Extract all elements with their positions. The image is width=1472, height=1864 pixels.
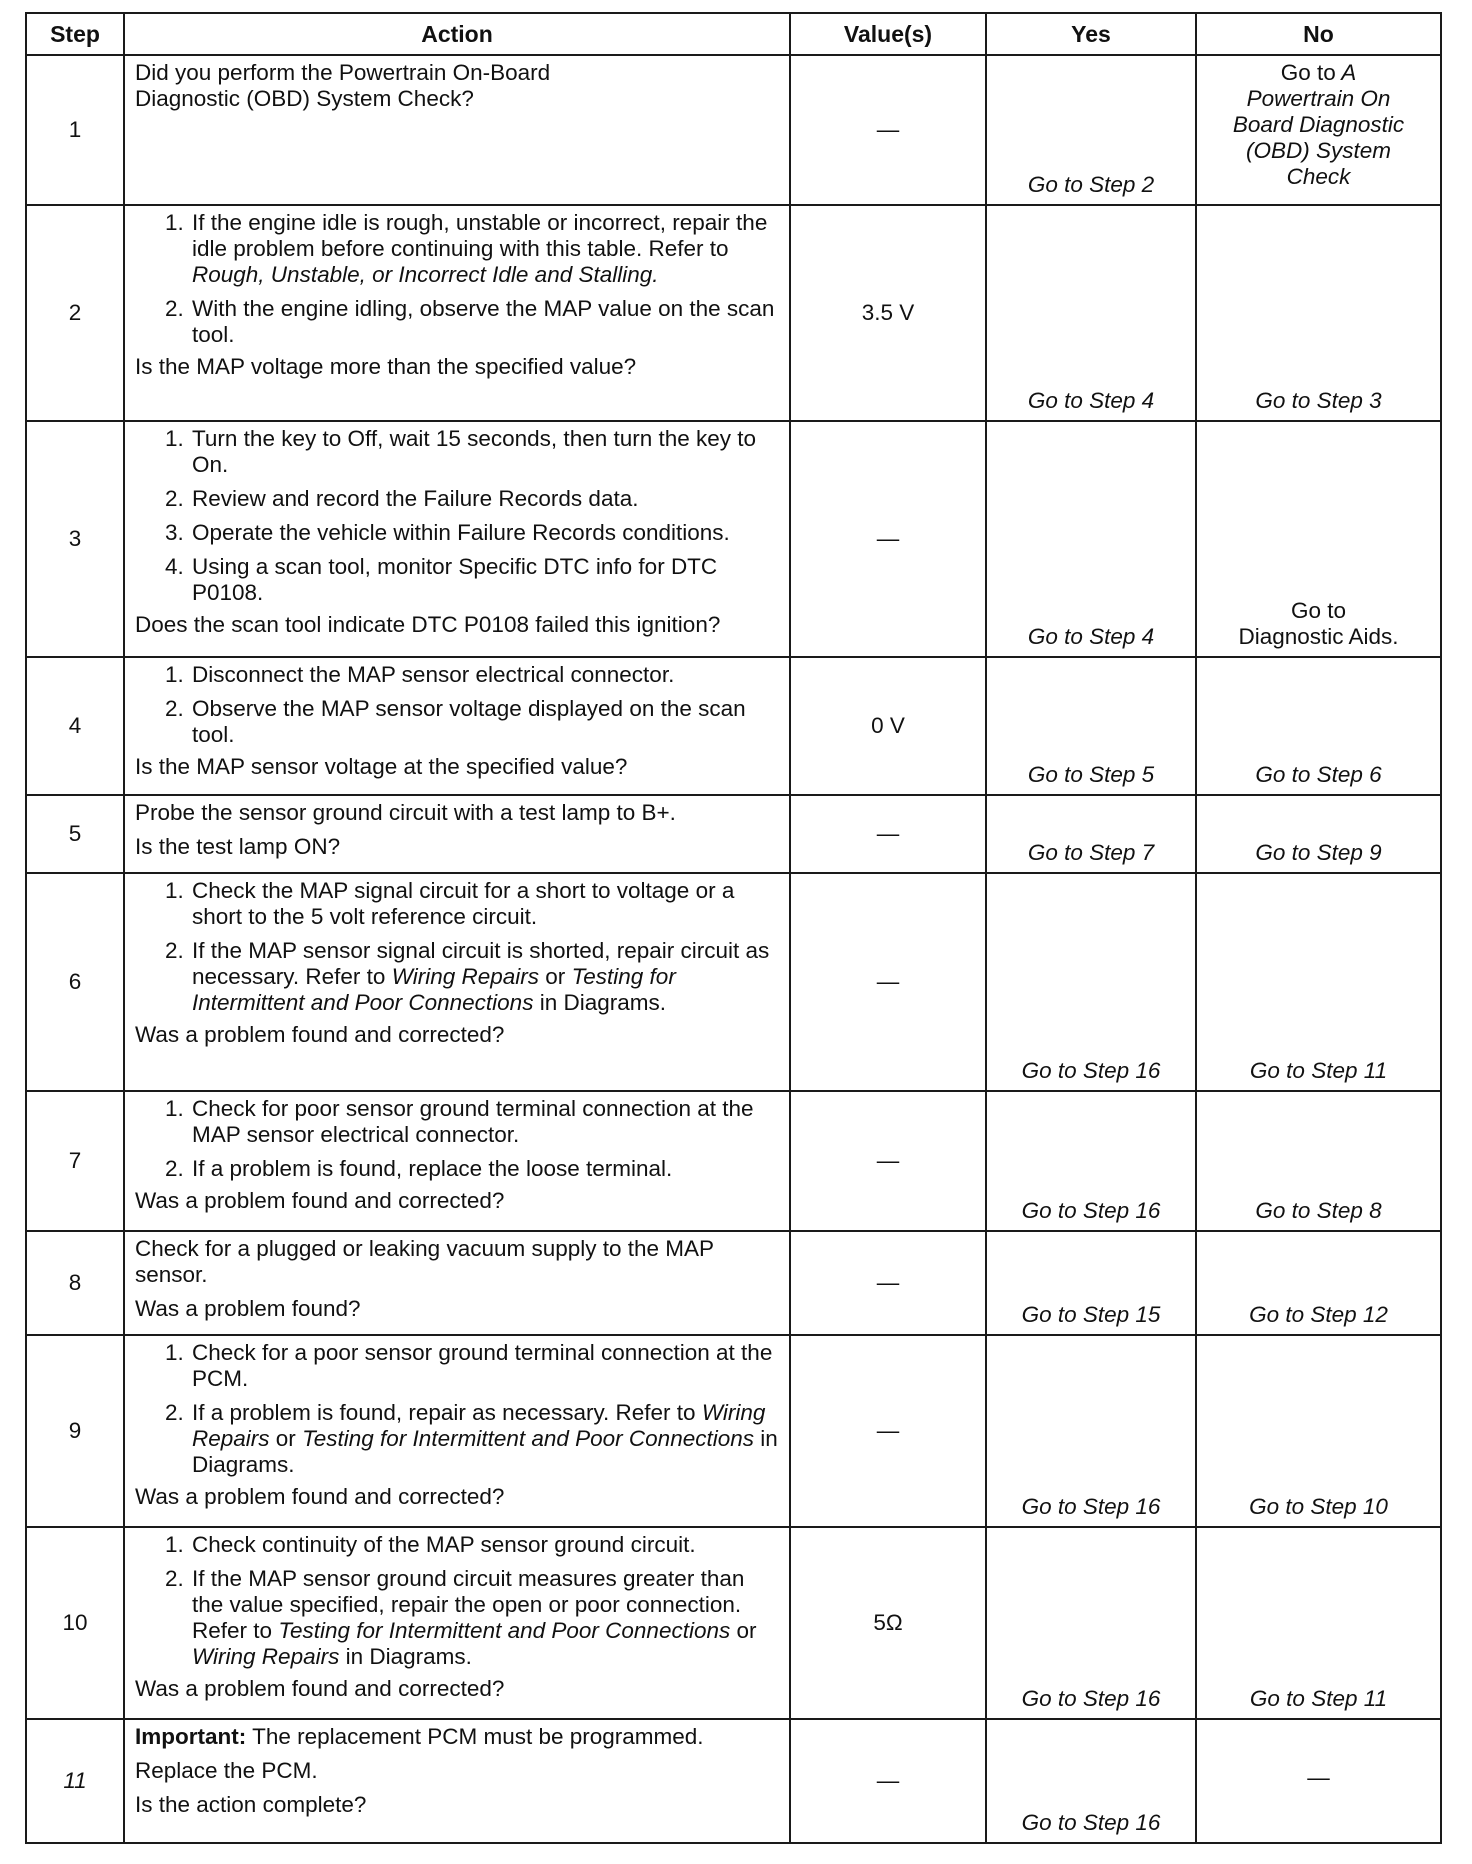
yes-cell: Go to Step 2 (986, 55, 1196, 205)
step-number: 5 (26, 795, 124, 873)
connector-text: in (345, 1644, 364, 1669)
connector-text: or (545, 964, 566, 989)
instruction-text: If the MAP sensor ground circuit measures greater than the value specified, repair the open or poor connection. Refer to (192, 1566, 745, 1643)
yes-cell: Go to Step 7 (986, 795, 1196, 873)
yes-cell: Go to Step 4 (986, 421, 1196, 657)
action-steps (135, 1340, 781, 1478)
value-cell: — (790, 1719, 986, 1843)
question-text: Does the scan tool indicate DTC P0108 failed this ignition? (135, 612, 721, 637)
list-item: 2. With the engine idling, observe the MAP value on the scan tool. (190, 296, 781, 348)
list-item: 2. If a problem is found, replace the loose terminal. (190, 1156, 781, 1182)
instruction-text: If the engine idle is rough, unstable or incorrect, repair the idle problem before continuing with this table. Refer to (192, 210, 768, 261)
header-step: Step (26, 13, 124, 55)
table-row (26, 55, 1441, 205)
step-number: 6 (26, 873, 124, 1091)
action-text: Did you perform the Powertrain On-Board Diagnostic (OBD) System Check? (135, 60, 551, 111)
step-number: 2 (26, 205, 124, 421)
yes-cell: Go to Step 4 (986, 205, 1196, 421)
list-item: 1. Disconnect the MAP sensor electrical connector. (190, 662, 781, 688)
reference-link: Testing for Intermittent and Poor Connections (192, 964, 676, 1015)
table-row (26, 205, 1441, 421)
no-link-a: A (1341, 60, 1357, 85)
action-cell (124, 795, 790, 873)
step-number: 1 (26, 55, 124, 205)
connector-text: or (275, 1426, 296, 1451)
no-link-b: Powertrain On Board Diagnostic (OBD) System Check (1232, 86, 1405, 189)
header-yes: Yes (986, 13, 1196, 55)
list-item: 4. Using a scan tool, monitor Specific DTC info for DTC P0108. (190, 554, 781, 606)
value-cell: 0 V (790, 657, 986, 795)
reference-link: Testing for Intermittent and Poor Connections (302, 1426, 755, 1451)
step-number: 11 (26, 1719, 124, 1843)
connector-text: in (760, 1426, 778, 1451)
table-row (26, 1719, 1441, 1843)
list-item: 1. Check continuity of the MAP sensor ground circuit. (190, 1532, 781, 1558)
value-cell: — (790, 55, 986, 205)
table-row (26, 421, 1441, 657)
value-cell: — (790, 1091, 986, 1231)
question-text: Was a problem found and corrected? (135, 1022, 505, 1047)
important-note (135, 1724, 781, 1750)
value-cell: 5Ω (790, 1527, 986, 1719)
table-row (26, 657, 1441, 795)
no-cell: Go to Step 8 (1196, 1091, 1441, 1231)
no-cell: Go to Step 10 (1196, 1335, 1441, 1527)
no-line1: Go to (1290, 598, 1347, 623)
header-no: No (1196, 13, 1441, 55)
yes-cell: Go to Step 16 (986, 1091, 1196, 1231)
list-item: 1. Check for poor sensor ground terminal connection at the MAP sensor electrical connector. (190, 1096, 781, 1148)
value-cell: — (790, 1335, 986, 1527)
list-item (190, 1566, 781, 1670)
list-item: 2. Review and record the Failure Records data. (190, 486, 781, 512)
action-steps (135, 1096, 781, 1182)
no-prefix: Go to (1280, 60, 1336, 85)
action-steps (135, 426, 781, 606)
reference-link: Wiring Repairs (192, 1644, 340, 1669)
question-text: Is the test lamp ON? (135, 834, 341, 859)
no-cell: Go to Step 12 (1196, 1231, 1441, 1335)
list-item: 2. Observe the MAP sensor voltage displayed on the scan tool. (190, 696, 781, 748)
value-cell: — (790, 421, 986, 657)
action-steps (135, 1532, 781, 1670)
list-item (190, 938, 781, 1016)
step-number: 8 (26, 1231, 124, 1335)
action-cell (124, 1719, 790, 1843)
diagnostic-table (25, 12, 1442, 1844)
action-text: Check for a plugged or leaking vacuum supply to the MAP sensor. (135, 1236, 714, 1287)
no-line2: Diagnostic Aids. (1238, 624, 1399, 649)
no-cell: Go to Step 6 (1196, 657, 1441, 795)
value-cell: — (790, 795, 986, 873)
diagrams-text: Diagrams. (563, 990, 667, 1015)
question-text: Was a problem found? (135, 1296, 361, 1321)
connector-text: in (539, 990, 558, 1015)
action-cell (124, 873, 790, 1091)
question-text: Was a problem found and corrected? (135, 1676, 505, 1701)
action-steps (135, 878, 781, 1016)
header-row (26, 13, 1441, 55)
no-cell: Go to Step 3 (1196, 205, 1441, 421)
instruction-text: If the MAP sensor signal circuit is shorted, repair circuit as necessary. Refer to (192, 938, 770, 989)
action-cell (124, 421, 790, 657)
no-cell: Go to Step 11 (1196, 1527, 1441, 1719)
reference-link: Testing for Intermittent and Poor Connections (278, 1618, 731, 1643)
table-row (26, 1231, 1441, 1335)
yes-cell: Go to Step 5 (986, 657, 1196, 795)
value-cell: — (790, 1231, 986, 1335)
action-cell (124, 1091, 790, 1231)
yes-cell: Go to Step 15 (986, 1231, 1196, 1335)
step-number: 10 (26, 1527, 124, 1719)
question-text: Is the MAP voltage more than the specified value? (135, 354, 637, 379)
question-text: Was a problem found and corrected? (135, 1188, 505, 1213)
diagrams-text: Diagrams. (369, 1644, 472, 1669)
action-cell (124, 205, 790, 421)
value-cell: — (790, 873, 986, 1091)
action-cell (124, 1231, 790, 1335)
no-cell: — (1196, 1719, 1441, 1843)
important-text: The replacement PCM must be programmed. (252, 1724, 704, 1749)
action-text: Replace the PCM. (135, 1758, 318, 1783)
reference-link: Wiring Repairs (192, 1400, 766, 1451)
table-row (26, 1335, 1441, 1527)
step-number: 7 (26, 1091, 124, 1231)
list-item: 1. Check the MAP signal circuit for a short to voltage or a short to the 5 volt reference circuit. (190, 878, 781, 930)
list-item: 3. Operate the vehicle within Failure Records conditions. (190, 520, 781, 546)
list-item: 1. Check for a poor sensor ground terminal connection at the PCM. (190, 1340, 781, 1392)
table-row (26, 795, 1441, 873)
question-text: Is the action complete? (135, 1792, 367, 1817)
value-cell: 3.5 V (790, 205, 986, 421)
action-cell (124, 657, 790, 795)
action-cell (124, 55, 790, 205)
question-text: Was a problem found and corrected? (135, 1484, 505, 1509)
table-row (26, 1091, 1441, 1231)
step-number: 4 (26, 657, 124, 795)
instruction-text: If a problem is found, repair as necessary. Refer to (192, 1400, 696, 1425)
reference-link: Wiring Repairs (391, 964, 540, 989)
no-cell: Go to Step 9 (1196, 795, 1441, 873)
list-item (190, 1400, 781, 1478)
list-item (190, 210, 781, 288)
no-cell: Go to Step 11 (1196, 873, 1441, 1091)
important-label: Important: (135, 1724, 247, 1749)
diagnostic-table-sheet (25, 12, 1440, 1844)
connector-text: or (736, 1618, 757, 1643)
yes-cell: Go to Step 16 (986, 1335, 1196, 1527)
yes-cell: Go to Step 16 (986, 1719, 1196, 1843)
yes-cell: Go to Step 16 (986, 873, 1196, 1091)
header-values: Value(s) (790, 13, 986, 55)
list-item: 1. Turn the key to Off, wait 15 seconds, then turn the key to On. (190, 426, 781, 478)
question-text: Is the MAP sensor voltage at the specified value? (135, 754, 628, 779)
action-cell (124, 1335, 790, 1527)
yes-cell: Go to Step 16 (986, 1527, 1196, 1719)
step-number: 3 (26, 421, 124, 657)
action-cell (124, 1527, 790, 1719)
step-number: 9 (26, 1335, 124, 1527)
action-text: Probe the sensor ground circuit with a test lamp to B+. (135, 800, 676, 825)
action-steps (135, 210, 781, 348)
header-action: Action (124, 13, 790, 55)
no-cell (1196, 55, 1441, 205)
action-steps (135, 662, 781, 748)
table-row (26, 1527, 1441, 1719)
table-row (26, 873, 1441, 1091)
reference-link: Rough, Unstable, or Incorrect Idle and Stalling. (192, 262, 659, 287)
no-cell (1196, 421, 1441, 657)
diagrams-text: Diagrams. (192, 1452, 295, 1477)
